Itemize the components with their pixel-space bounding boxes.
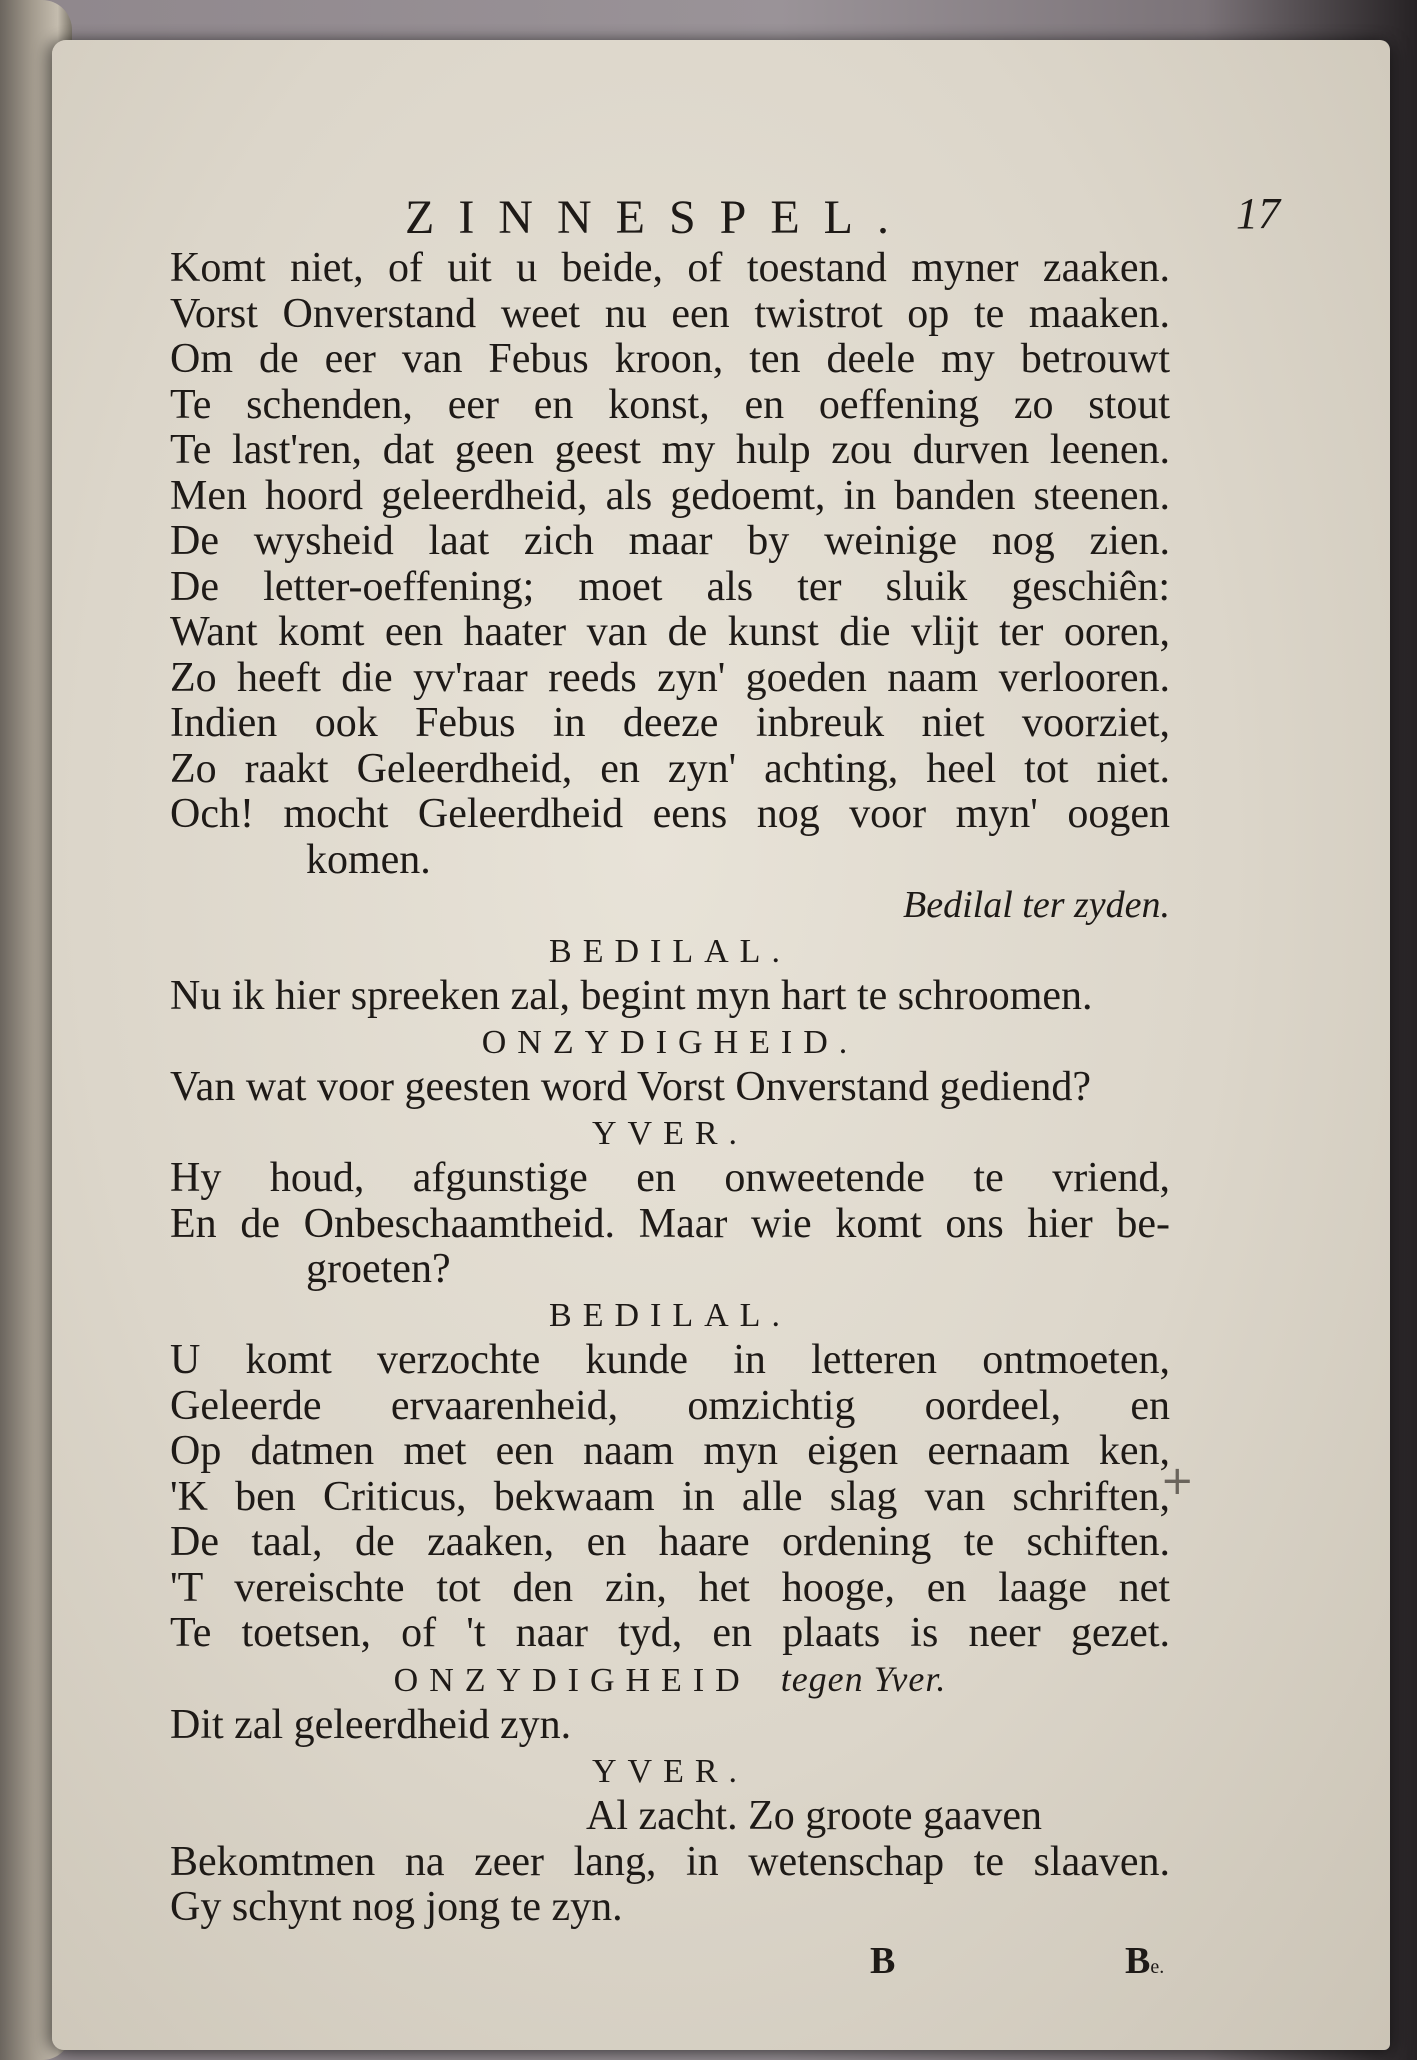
catchword-letter: B [1125,1939,1151,1982]
verse-line: U komt verzochte kunde in letteren ontmoeten, [170,1337,1170,1383]
verse-line: Gy schynt nog jong te zyn. [170,1884,623,1930]
verse-line: Al zacht. Zo groote gaaven [586,1793,1042,1839]
verse-line: Geleerde ervaarenheid, omzichtig oordeel, en [170,1382,1170,1429]
verse-line: Te toetsen, of 't naar tyd, en plaats is neer gezet. [170,1610,1170,1656]
verse-line: De wysheid laat zich maar by weinige nog zien. [170,518,1170,564]
book-page [52,40,1390,2050]
verse-line: komen. [306,836,431,883]
verse-line: En de Onbeschaamtheid. Maar wie komt ons hier be- [170,1200,1170,1247]
verse-line: 'K ben Criticus, bekwaam in alle slag van schriften, [170,1473,1170,1520]
verse-line: Men hoord geleerdheid, als gedoemt, in banden steenen. [170,472,1170,519]
verse-line: Och! mocht Geleerdheid eens nog voor myn' oogen [170,791,1170,837]
verse-line: Te schenden, eer en konst, en oeffening zo stout [170,381,1170,428]
page-text [170,160,1280,1999]
stage-direction: Bedilal ter zyden. [903,884,1170,926]
catchword-suffix: e. [1150,1955,1165,1978]
page-header [170,160,1280,246]
speaker-name: YVER. [591,1752,749,1790]
signature-mark: B [870,1939,896,1982]
verse-line: Nu ik hier spreeken zal, begint myn hart te schroomen. [170,973,1093,1019]
verse-line: Om de eer van Febus kroon, ten deele my betrouwt [170,336,1170,382]
verse-line: 'T vereischte tot den zin, het hooge, en laage net [170,1564,1170,1611]
verse-line: Vorst Onverstand weet nu een twistrot op te maaken. [170,290,1170,337]
verse-line: Dit zal geleerdheid zyn. [170,1702,572,1748]
speaker-name: BEDILAL. [549,932,791,970]
verse-line: groeten? [306,1246,451,1292]
catchword [1125,1939,1164,1983]
speaker-name: BEDILAL. [549,1296,791,1334]
verse-line: Op datmen met een naam myn eigen eernaam ken, [170,1428,1170,1474]
verse-line: Te last'ren, dat geen geest my hulp zou durven leenen. [170,427,1170,473]
speaker-name: YVER. [591,1114,749,1152]
stage-direction: tegen Yver. [780,1658,947,1699]
speaker-name [170,1657,1170,1704]
verse-line: Van wat voor geesten word Vorst Onverstand gediend? [170,1064,1092,1110]
verse-line: Bekomtmen na zeer lang, in wetenschap te slaaven. [170,1838,1170,1885]
pencil-mark-icon: + [1160,1458,1194,1504]
verse-line: De taal, de zaaken, en haare ordening te schiften. [170,1519,1170,1565]
running-head: ZINNESPEL. [405,191,913,244]
verse-line: Want komt een haater van de kunst die vlijt ter ooren, [170,609,1170,655]
verse-line: De letter-oeffening; moet als ter sluik geschiên: [170,563,1170,610]
verse-line: Komt niet, of uit u beide, of toestand myner zaaken. [170,245,1170,291]
speaker-name: ONZYDIGHEID. [481,1023,859,1061]
verse-line: Indien ook Febus in deeze inbreuk niet voorziet, [170,700,1170,746]
verse-line: Hy houd, afgunstige en onweetende te vriend, [170,1155,1170,1201]
page-number: 17 [1236,189,1280,238]
verse-line: Zo heeft die yv'raar reeds zyn' goeden naam verlooren. [170,654,1170,701]
verse-line: Zo raakt Geleerdheid, en zyn' achting, heel tot niet. [170,745,1170,792]
speaker-label: ONZYDIGHEID [393,1661,751,1699]
page-footer [170,1939,1170,1999]
